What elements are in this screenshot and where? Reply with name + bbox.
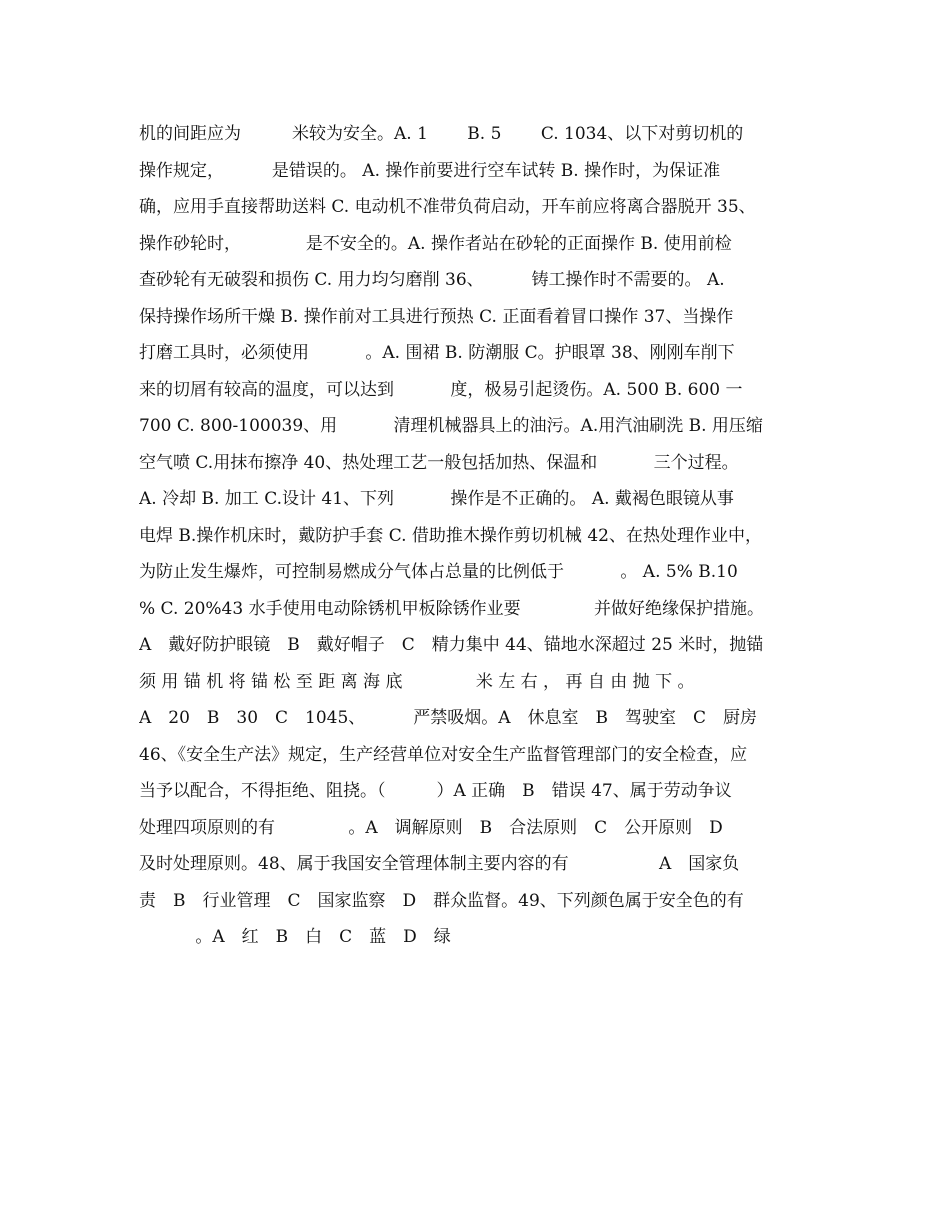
text-line: 须 用 锚 机 将 锚 松 至 距 离 海 底 米 左 右 ， 再 自 由 抛 下 。: [139, 671, 695, 692]
text-line: 700 C. 800-100039、用 清理机械器具上的油污。A.用汽油刷洗 B. 用压缩: [139, 416, 763, 436]
text-line: 操作砂轮时， 是不安全的。A. 操作者站在砂轮的正面操作 B. 使用前检: [139, 233, 732, 254]
text-line: 当予以配合，不得拒绝、阻挠。（ ）A 正确 B 错误 47、属于劳动争议: [139, 781, 732, 801]
text-line: A 20 B 30 C 1045、 严禁吸烟。A 休息室 B 驾驶室 C 厨房: [139, 708, 757, 728]
document-body-text: [139, 116, 819, 956]
text-line: 保持操作场所干燥 B. 操作前对工具进行预热 C. 正面看着冒口操作 37、当操作: [139, 306, 734, 327]
text-line: 为防止发生爆炸，可控制易燃成分气体占总量的比例低于 。 A. 5% B.10: [139, 562, 738, 582]
text-line: 确，应用手直接帮助送料 C. 电动机不准带负荷启动，开车前应将离合器脱开 35、: [139, 197, 756, 217]
text-line: A. 冷却 B. 加工 C.设计 41、下列 操作是不正确的。 A. 戴褐色眼镜从事: [139, 489, 734, 509]
text-line: 处理四项原则的有 。A 调解原则 B 合法原则 C 公开原则 D: [139, 817, 723, 838]
text-line: 查砂轮有无破裂和损伤 C. 用力均匀磨削 36、 铸工操作时不需要的。 A.: [139, 270, 725, 290]
text-line: 及时处理原则。48、属于我国安全管理体制主要内容的有 A 国家负: [139, 854, 740, 874]
text-line: 46、《安全生产法》规定，生产经营单位对安全生产监督管理部门的安全检查，应: [139, 744, 748, 765]
text-line: 。A 红 B 白 C 蓝 D 绿: [139, 927, 451, 947]
text-line: 电焊 B.操作机床时，戴防护手套 C. 借助推木操作剪切机械 42、在热处理作业中，: [139, 525, 762, 546]
text-line: 责 B 行业管理 C 国家监察 D 群众监督。49、下列颜色属于安全色的有: [139, 890, 744, 911]
text-line: 操作规定， 是错误的。 A. 操作前要进行空车试转 B. 操作时，为保证准: [139, 160, 721, 181]
text-line: % C. 20%43 水手使用电动除锈机甲板除锈作业要 并做好绝缘保护措施。: [139, 598, 764, 619]
text-line: 来的切屑有较高的温度，可以达到 度，极易引起烫伤。A. 500 B. 600 一: [139, 379, 743, 400]
text-line: A 戴好防护眼镜 B 戴好帽子 C 精力集中 44、锚地水深超过 25 米时，抛锚: [139, 635, 764, 655]
text-line: 机的间距应为 米较为安全。A. 1 B. 5 C. 1034、以下对剪切机的: [139, 124, 744, 144]
text-line: 打磨工具时，必须使用 。A. 围裙 B. 防潮服 C。护眼罩 38、刚刚车削下: [139, 343, 735, 363]
text-line: 空气喷 C.用抹布擦净 40、热处理工艺一般包括加热、保温和 三个过程。: [139, 452, 739, 473]
